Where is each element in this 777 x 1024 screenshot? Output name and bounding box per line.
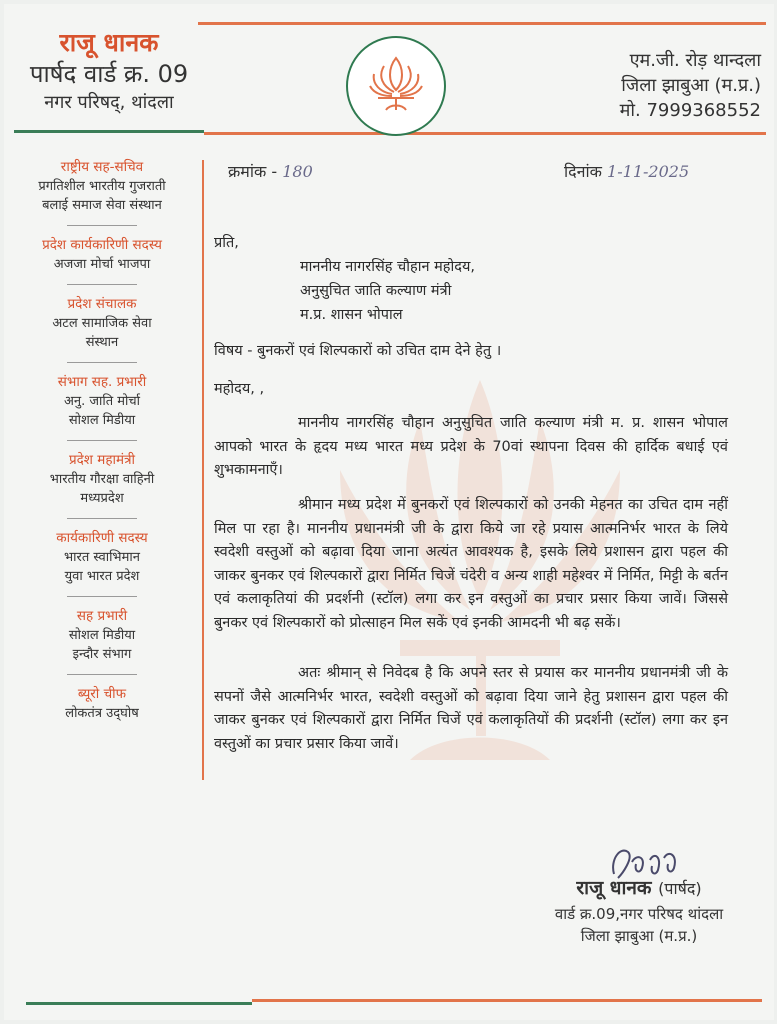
- sidebar-section-line: प्रगतिशील भारतीय गुजराती: [38, 179, 166, 194]
- sidebar-section-line: सोशल मिडीया: [68, 628, 136, 643]
- sidebar-section-line: अजजा मोर्चा भाजपा: [53, 257, 151, 272]
- reference-label: क्रमांक -: [228, 162, 278, 181]
- sidebar-section: [10, 295, 194, 352]
- sender-name: राजू धानक: [59, 28, 159, 57]
- address-line-2: जिला झाबुआ (म.प्र.): [621, 75, 761, 96]
- recipient-line-3: म.प्र. शासन भोपाल: [300, 307, 403, 323]
- sidebar-section-line: भारत स्वाभिमान: [64, 550, 140, 565]
- sidebar-section-title: सह प्रभारी: [76, 608, 128, 624]
- sidebar-separator: [67, 674, 137, 675]
- sidebar-section-line: लोकतंत्र उद्‌घोष: [65, 706, 139, 721]
- signature-block: [548, 874, 730, 947]
- sender-address: [620, 48, 761, 123]
- header-green-rule: [14, 130, 204, 133]
- reference-value: 180: [282, 162, 313, 181]
- sidebar-separator: [67, 362, 137, 363]
- sidebar-designations: [10, 158, 194, 733]
- sidebar-section-line: भारतीय गौरक्षा वाहिनी: [49, 472, 155, 487]
- signatory-name: राजू धानक: [576, 877, 652, 899]
- mobile-number: मो. 7999368552: [619, 100, 761, 121]
- sidebar-section-line: मध्यप्रदेश: [80, 491, 124, 506]
- sidebar-section: [10, 236, 194, 274]
- sidebar-separator: [67, 284, 137, 285]
- date-label: दिनांक: [564, 162, 602, 181]
- date-value: 1-11-2025: [607, 162, 690, 181]
- sidebar-section: [10, 451, 194, 508]
- sidebar-section: [10, 607, 194, 664]
- sidebar-divider: [202, 160, 204, 780]
- sidebar-section-title: प्रदेश कार्यकारिणी सदस्य: [42, 237, 162, 253]
- sidebar-section-line: अटल सामाजिक सेवा: [52, 316, 152, 331]
- paragraph-1: माननीय नागरसिंह चौहान अनुसुचित जाति कल्याण मंत्री म. प्र. शासन भोपाल आपको भारत के हृदय मध्य भारत मध्य प्रदेश के 70वां स्थापना दिवस की हार्दिक बधाई एवं शुभकामनाएँ।: [214, 415, 728, 478]
- paragraph-2: श्रीमान मध्य प्रदेश में बुनकरों एवं शिल्पकारों को उनकी मेहनत का उचित दाम नहीं मिल पा रहा है। माननीय प्रधानमंत्री जी के द्वारा किये जा रहे प्रयास आत्मनिर्भर भारत के लिये स्वदेशी वस्तुओं को बढ़ावा दिया जाना अत्यंत आवश्यक है, इसके लिये प्रशासन द्वारा पहल की जाकर बुनकर एवं शिल्पकारों द्वारा निर्मित चिजें चंदेरी व अन्य शाही महेश्वर में निर्मित, मिट्टी के बर्तन एवं कलाकृतियां की प्रदर्शनी (स्टॉल) लगा कर इन वस्तुओं का प्रचार प्रसार किया जावें। जिससे बुनकर एवं शिल्पकारों को प्रोत्साहन मिल सकें एवं इनकी आमदनी भी बढ़ सकें।: [214, 497, 728, 631]
- sidebar-section-title: प्रदेश संचालक: [67, 296, 137, 312]
- sidebar-separator: [67, 440, 137, 441]
- sidebar-section: [10, 529, 194, 586]
- sidebar-section-line: संस्थान: [85, 335, 119, 350]
- address-line-1: एम.जी. रोड़ थान्दला: [629, 50, 761, 71]
- sidebar-section-line: सोशल मिडीया: [68, 413, 136, 428]
- signatory-ward: वार्ड क्र.09,नगर परिषद थांदला: [554, 905, 724, 923]
- signatory-role: (पार्षद): [658, 879, 702, 898]
- sidebar-section-title: ब्यूरो चीफ: [77, 686, 127, 702]
- sidebar-section-title: प्रदेश महामंत्री: [68, 452, 136, 468]
- sidebar-section: [10, 373, 194, 430]
- sender-parishad: नगर परिषद्, थांदला: [44, 92, 174, 113]
- sender-block: [14, 28, 204, 116]
- sidebar-section-title: संभाग सह. प्रभारी: [57, 374, 147, 390]
- sidebar-separator: [67, 518, 137, 519]
- sidebar-section-line: बलाई समाज सेवा संस्थान: [42, 198, 162, 213]
- letter-date: [564, 160, 689, 182]
- recipient-line-2: अनुसुचित जाति कल्याण मंत्री: [300, 283, 452, 299]
- signatory-district: जिला झाबुआ (म.प्र.): [580, 927, 698, 945]
- header-orange-rule: [198, 22, 766, 25]
- to-label: प्रति,: [214, 235, 239, 251]
- paragraph-3: अतः श्रीमान् से निवेदब है कि अपने स्तर से प्रयास कर माननीय प्रधानमंत्री जी के सपनों जैसे आत्मनिर्भर भारत, स्वदेशी वस्तुओं को बढ़ावा दिया जाने हेतु प्रशासन द्वारा पहल की जाकर बुनकर एवं शिल्पकारों द्वारा निर्मित चिजें एवं कलाकृतियों की प्रदर्शनी (स्टॉल) लगा कर इन वस्तुओं का प्रचार प्रसार किया जावें।: [214, 665, 728, 752]
- recipient-line-1: माननीय नागरसिंह चौहान महोदय,: [300, 259, 475, 275]
- sidebar-section-title: राष्ट्रीय सह-सचिव: [60, 159, 144, 175]
- sender-ward: पार्षद वार्ड क्र. 09: [29, 60, 189, 88]
- reference-number: [228, 160, 313, 182]
- sidebar-separator: [67, 225, 137, 226]
- footer-green-rule: [26, 1002, 252, 1005]
- subject-line: विषय - बुनकरों एवं शिल्पकारों को उचित दाम देने हेतु ।: [214, 343, 502, 359]
- salutation: महोदय, ,: [214, 381, 265, 397]
- sidebar-section-line: अनु. जाति मोर्चा: [63, 394, 141, 409]
- sidebar-section: [10, 158, 194, 215]
- sidebar-separator: [67, 596, 137, 597]
- lotus-icon: [346, 36, 446, 136]
- sidebar-section-line: इन्दौर संभाग: [72, 647, 132, 662]
- header-orange-rule-lower: [204, 132, 766, 135]
- sidebar-section-title: कार्यकारिणी सदस्य: [56, 530, 148, 546]
- sidebar-section: [10, 685, 194, 723]
- footer-orange-rule: [252, 999, 762, 1002]
- sidebar-section-line: युवा भारत प्रदेश: [64, 569, 140, 584]
